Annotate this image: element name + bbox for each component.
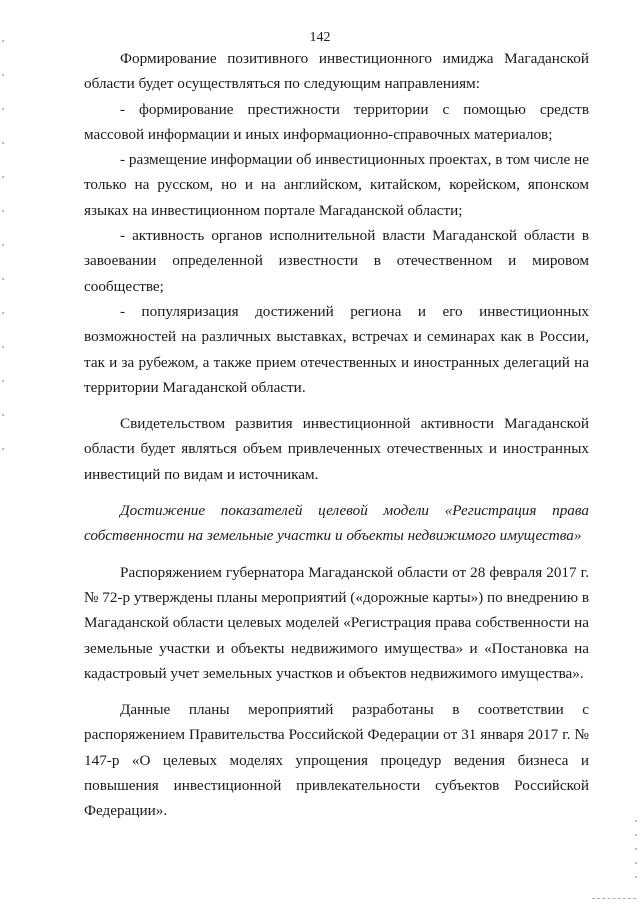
list-item-popularization: - популяризация достижений региона и его инвестиционных возможностей на различных выставках, встречах и семинарах как в России, так и за рубежом, а также прием отечественных и иностранных делегаций на территории Магаданской области. xyxy=(84,302,589,396)
paragraph-evidence: Свидетельством развития инвестиционной активности Магаданской области будет являться объем привлеченных отечественных и иностранных инвестиций по видам и источникам. xyxy=(84,415,589,483)
scan-margin-marks-left xyxy=(2,40,4,460)
paragraph-order: Распоряжением губернатора Магаданской области от 28 февраля 2017 г. № 72-р утверждены планы мероприятий («дорожные карты») по внедрению в Магаданской области целевых моделей «Регистрация права собственности на земельные участки и объекты недвижимого имущества» и «Постановка на кадастровый учет земельных участков и объектов недвижимого имущества». xyxy=(84,563,590,682)
paragraph-plans: Данные планы мероприятий разработаны в соответствии с распоряжением Правительства Российской Федерации от 31 января 2017 г. № 147-р «О целевых моделях упрощения процедур ведения бизнеса и повышения инвестиционной привлекательности субъектов Российской Федерации». xyxy=(84,701,589,820)
list-item-authorities: - активность органов исполнительной власти Магаданской области в завоевании определенной известности в отечественном и мировом сообществе; xyxy=(84,227,589,295)
scan-margin-marks-right xyxy=(635,820,637,880)
section-heading: Достижение показателей целевой модели «Регистрация права собственности на земельные участки и объекты недвижимого имущества» xyxy=(84,502,589,545)
corner-rule xyxy=(592,898,636,899)
paragraph-intro: Формирование позитивного инвестиционного имиджа Магаданской области будет осуществляться по следующим направлениям: xyxy=(84,50,589,93)
list-item-prestige: - формирование престижности территории с помощью средств массовой информации и иных информационно-справочных материалов; xyxy=(84,100,589,143)
page-number: 142 xyxy=(309,30,331,45)
body-text xyxy=(84,46,589,824)
list-item-portal: - размещение информации об инвестиционных проектах, в том числе не только на русском, но и на английском, китайском, корейском, японском языках на инвестиционном портале Магаданской области; xyxy=(84,151,589,219)
